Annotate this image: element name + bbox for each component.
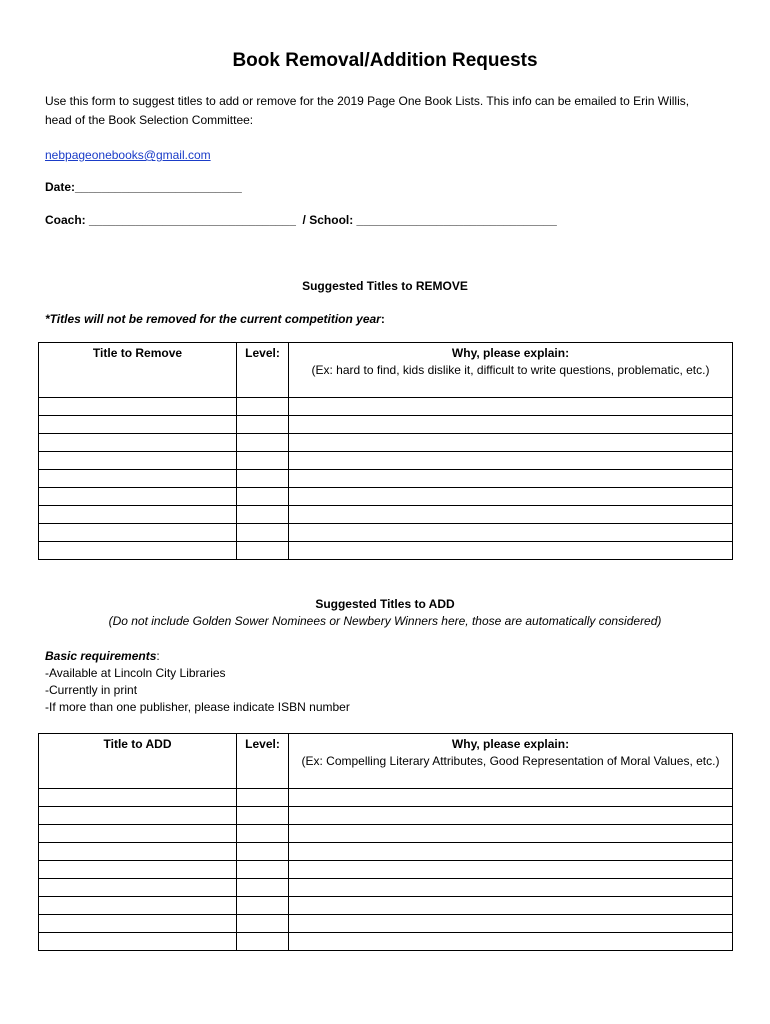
title-cell[interactable]: [39, 434, 237, 452]
title-cell[interactable]: [39, 506, 237, 524]
reason-cell[interactable]: [289, 470, 733, 488]
remove-note-text: *Titles will not be removed for the current competition year: [45, 312, 381, 326]
title-cell[interactable]: [39, 879, 237, 897]
reason-cell[interactable]: [289, 524, 733, 542]
remove-col-level: Level:: [237, 343, 289, 398]
level-cell[interactable]: [237, 915, 289, 933]
reason-cell[interactable]: [289, 825, 733, 843]
title-cell[interactable]: [39, 416, 237, 434]
requirement-item: -If more than one publisher, please indicate ISBN number: [45, 700, 350, 714]
title-cell[interactable]: [39, 452, 237, 470]
title-cell[interactable]: [39, 789, 237, 807]
remove-col-title: Title to Remove: [39, 343, 237, 398]
table-row[interactable]: [39, 861, 733, 879]
table-row[interactable]: [39, 789, 733, 807]
remove-col-why: Why, please explain: (Ex: hard to find, kids dislike it, difficult to write questions, problematic, etc.): [289, 343, 733, 398]
level-cell[interactable]: [237, 452, 289, 470]
table-row[interactable]: [39, 542, 733, 560]
reason-cell[interactable]: [289, 416, 733, 434]
table-row[interactable]: [39, 524, 733, 542]
level-cell[interactable]: [237, 542, 289, 560]
requirements-block: [45, 648, 350, 716]
table-row[interactable]: [39, 506, 733, 524]
level-cell[interactable]: [237, 506, 289, 524]
add-col-level: Level:: [237, 734, 289, 789]
email-link[interactable]: nebpageonebooks@gmail.com: [45, 148, 211, 162]
level-cell[interactable]: [237, 488, 289, 506]
table-row[interactable]: [39, 897, 733, 915]
remove-heading: Suggested Titles to REMOVE: [302, 279, 468, 293]
reason-cell[interactable]: [289, 542, 733, 560]
add-col-title: Title to ADD: [39, 734, 237, 789]
level-cell[interactable]: [237, 879, 289, 897]
title-cell[interactable]: [39, 807, 237, 825]
table-row[interactable]: [39, 879, 733, 897]
page-title: Book Removal/Addition Requests: [232, 50, 538, 71]
add-table: [38, 733, 733, 951]
reason-cell[interactable]: [289, 879, 733, 897]
title-cell[interactable]: [39, 488, 237, 506]
title-cell[interactable]: [39, 897, 237, 915]
title-cell[interactable]: [39, 915, 237, 933]
add-col-why: Why, please explain: (Ex: Compelling Literary Attributes, Good Representation of Moral Values, etc.): [289, 734, 733, 789]
requirements-colon: :: [156, 649, 160, 663]
add-heading: Suggested Titles to ADD: [315, 597, 455, 611]
title-cell[interactable]: [39, 470, 237, 488]
table-row[interactable]: [39, 470, 733, 488]
level-cell[interactable]: [237, 398, 289, 416]
level-cell[interactable]: [237, 897, 289, 915]
level-cell[interactable]: [237, 470, 289, 488]
title-cell[interactable]: [39, 398, 237, 416]
level-cell[interactable]: [237, 843, 289, 861]
title-cell[interactable]: [39, 524, 237, 542]
level-cell[interactable]: [237, 933, 289, 951]
table-row[interactable]: [39, 807, 733, 825]
title-cell[interactable]: [39, 825, 237, 843]
reason-cell[interactable]: [289, 861, 733, 879]
table-row[interactable]: [39, 398, 733, 416]
title-cell[interactable]: [39, 933, 237, 951]
level-cell[interactable]: [237, 825, 289, 843]
remove-note-colon: :: [380, 312, 385, 326]
table-row[interactable]: [39, 434, 733, 452]
requirement-item: -Available at Lincoln City Libraries: [45, 666, 226, 680]
coach-school-field[interactable]: Coach: _______________________________ / School: ______________________________: [45, 213, 557, 227]
reason-cell[interactable]: [289, 897, 733, 915]
remove-table: [38, 342, 733, 560]
remove-col-why-example: (Ex: hard to find, kids dislike it, difficult to write questions, problematic, etc.): [311, 363, 710, 377]
level-cell[interactable]: [237, 807, 289, 825]
requirement-item: -Currently in print: [45, 683, 138, 697]
table-row[interactable]: [39, 933, 733, 951]
table-row[interactable]: [39, 915, 733, 933]
add-subheading: (Do not include Golden Sower Nominees or Newbery Winners here, those are automatically considered): [108, 614, 662, 628]
title-cell[interactable]: [39, 843, 237, 861]
reason-cell[interactable]: [289, 789, 733, 807]
remove-note: [45, 310, 385, 329]
date-field[interactable]: Date:_________________________: [45, 180, 242, 194]
requirements-label: Basic requirements: [45, 649, 157, 663]
title-cell[interactable]: [39, 861, 237, 879]
reason-cell[interactable]: [289, 488, 733, 506]
level-cell[interactable]: [237, 434, 289, 452]
title-cell[interactable]: [39, 542, 237, 560]
remove-table-header: [39, 343, 733, 398]
reason-cell[interactable]: [289, 807, 733, 825]
reason-cell[interactable]: [289, 434, 733, 452]
add-table-header: [39, 734, 733, 789]
table-row[interactable]: [39, 843, 733, 861]
table-row[interactable]: [39, 452, 733, 470]
reason-cell[interactable]: [289, 933, 733, 951]
reason-cell[interactable]: [289, 843, 733, 861]
table-row[interactable]: [39, 825, 733, 843]
level-cell[interactable]: [237, 416, 289, 434]
table-row[interactable]: [39, 416, 733, 434]
reason-cell[interactable]: [289, 506, 733, 524]
add-col-why-example: (Ex: Compelling Literary Attributes, Good Representation of Moral Values, etc.): [301, 754, 720, 768]
level-cell[interactable]: [237, 524, 289, 542]
reason-cell[interactable]: [289, 915, 733, 933]
level-cell[interactable]: [237, 789, 289, 807]
reason-cell[interactable]: [289, 398, 733, 416]
intro-text: Use this form to suggest titles to add or remove for the 2019 Page One Book Lists. This info can be emailed to Erin Willis, head of the Book Selection Committee:: [45, 94, 690, 127]
level-cell[interactable]: [237, 861, 289, 879]
table-row[interactable]: [39, 488, 733, 506]
reason-cell[interactable]: [289, 452, 733, 470]
